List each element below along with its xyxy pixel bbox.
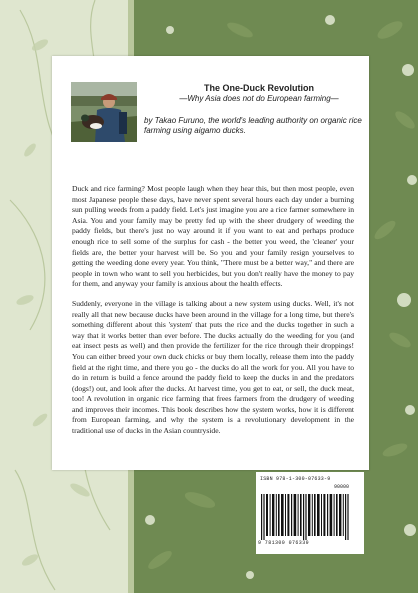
book-subtitle: —Why Asia does not do European farming— — [179, 94, 339, 103]
back-cover-card — [52, 56, 369, 470]
title-block — [156, 83, 362, 104]
book-description — [72, 184, 354, 446]
isbn-text: ISBN 978-1-300-07633-9 — [260, 476, 331, 482]
description-paragraph-2: Suddenly, everyone in the village is talking about a new system using ducks. Well, it's not really all that new because ducks have been around in the village for a long time, but there's something different about this 'system' that puts the rice and the ducks together in such a way that it works better than ever before. The ducks actually do the weeding for you (and eat insect pests as well) and then provide the fertilizer for the rice through their droppings! You can either breed your own duck chicks or buy them locally, release them into the paddy field at the right time, and there you go - the ducks do all the work for you. All you have to do in return is build a fence around the paddy field to keep the ducks in and the predators (dogs!) out, and look after the ducks. At harvest time, you get to eat, or sell, the duck meat, too! A revolution in organic rice farming that frees farmers from the drudgery of weeding and improves their incomes. This book describes how the system works, how it is different from European farming, and why the system is a revolutionary development in the traditional use of ducks in the Asian countryside. — [72, 298, 354, 436]
author-photo — [71, 82, 137, 142]
book-title: The One-Duck Revolution — [203, 83, 314, 93]
price-code: 90000 — [334, 484, 350, 490]
author-byline: by Takao Furuno, the world's leading authority on organic rice farming using aigamo ducks. — [144, 116, 362, 135]
description-paragraph-1: Duck and rice farming? Most people laugh when they hear this, but then most people, even most Japanese people these days, have never spent several hours each day under a burning sun pulling weeds from a paddy field. Let's just imagine you are a rice farmer somewhere in Asia. You and your family may be pretty fed up with the sheer drudgery of weeding the paddy fields, but there's just no way around it if you want to eat and perhaps produce enough rice to sell some of the surplus for cash - the better you weed, the 'cleaner' your fields are, the better your harvest will be. So you and your family resign yourselves to getting the weeding done every year. You think, "There must be a better way," and there are people in town who want to sell you herbicides, but you don't really have the money to pay for them, and anyway your family is anxious about the health effects. — [72, 184, 354, 289]
isbn-barcode — [256, 472, 364, 554]
barcode-bars — [261, 484, 359, 540]
barcode-digits: 9 781300 076339 — [258, 540, 310, 546]
